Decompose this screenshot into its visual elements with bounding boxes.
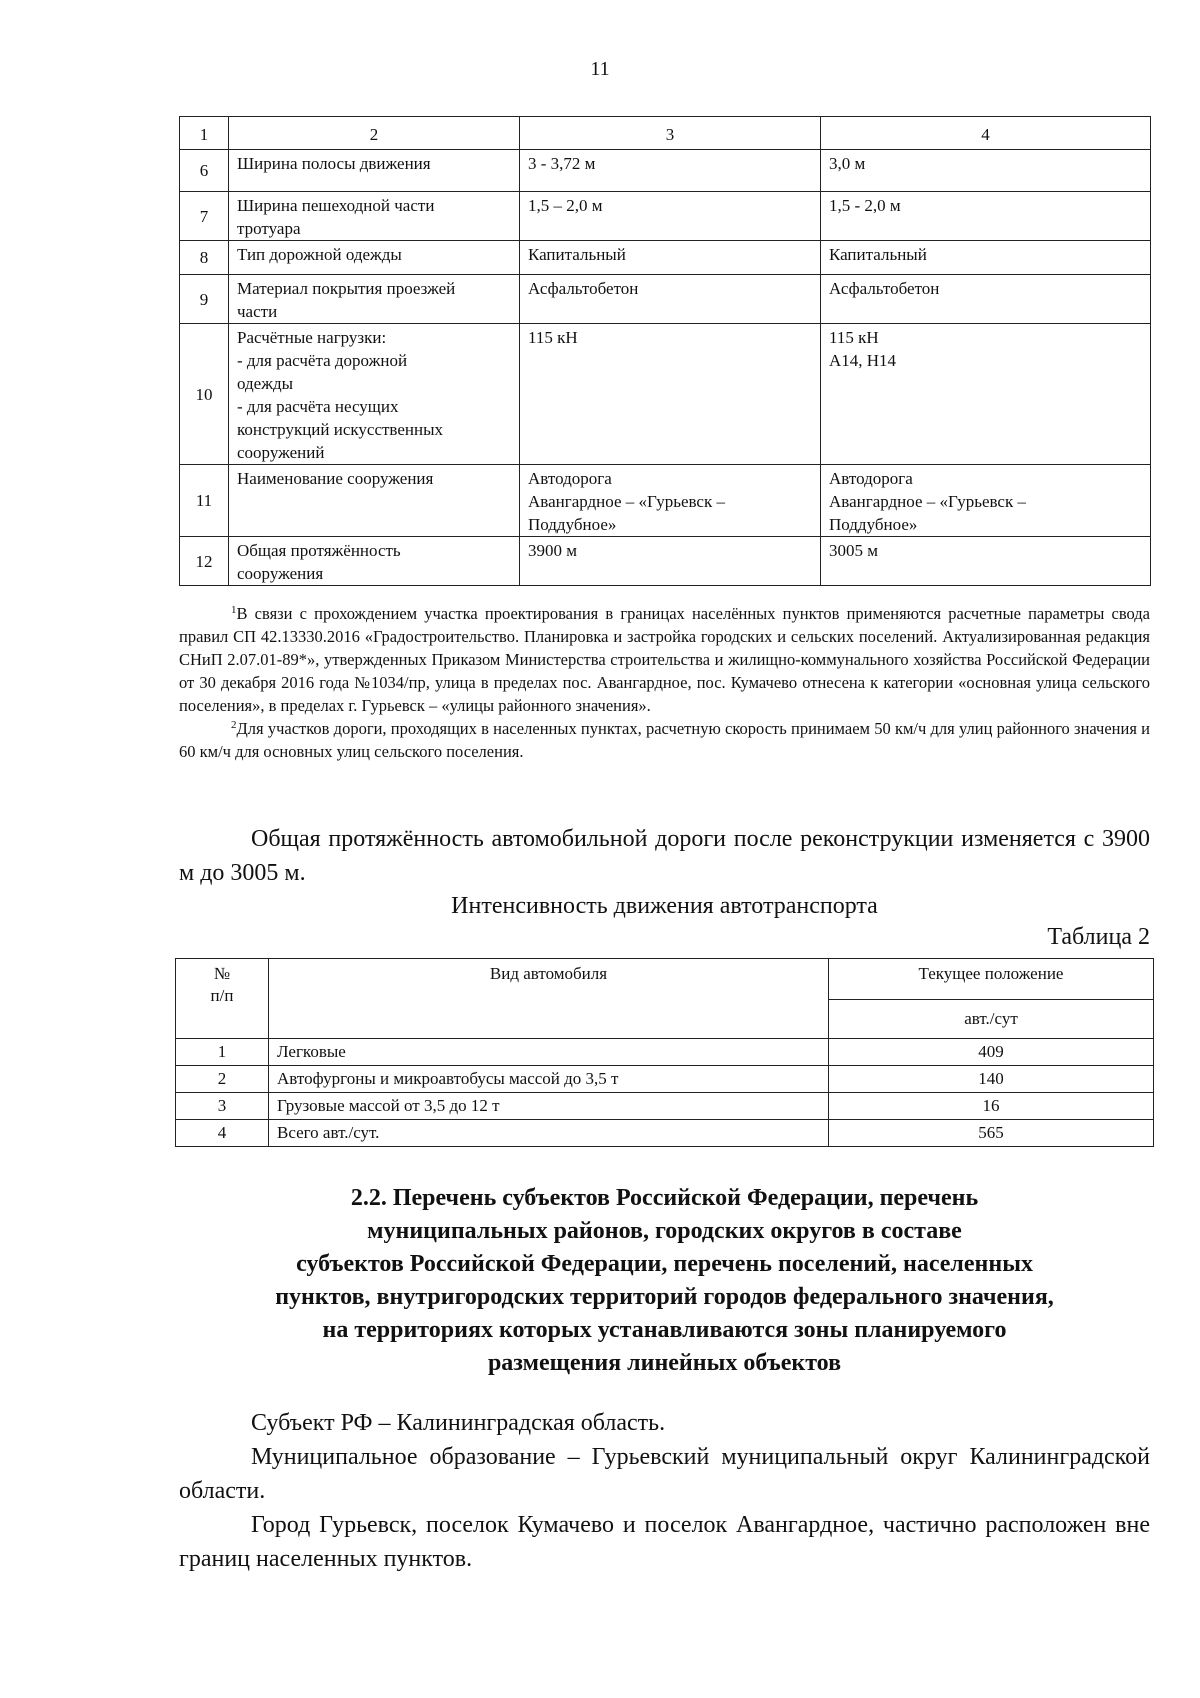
header-cell: авт./сут — [829, 1000, 1154, 1039]
table-row — [176, 1039, 1154, 1066]
table-row — [180, 537, 1151, 586]
value-cell: 3900 м — [520, 537, 821, 586]
road-parameters-table — [179, 116, 1151, 586]
parameter-cell: Наименование сооружения — [229, 465, 520, 537]
table-row — [180, 465, 1151, 537]
paragraph: Субъект РФ – Калининградская область. — [251, 1410, 666, 1436]
row-number: 11 — [180, 465, 229, 537]
vehicle-count: 565 — [829, 1120, 1154, 1147]
value-cell: Автодорога Авангардное – «Гурьевск – Поддубное» — [520, 465, 821, 537]
parameter-cell: Ширина полосы движения — [229, 150, 520, 192]
value-cell: 1,5 - 2,0 м — [821, 192, 1151, 241]
value-cell: Асфальтобетон — [821, 275, 1151, 324]
vehicle-count: 16 — [829, 1093, 1154, 1120]
table-header-row — [176, 959, 1154, 1000]
header-cell: 3 — [520, 117, 821, 150]
value-cell: Асфальтобетон — [520, 275, 821, 324]
row-number: 6 — [180, 150, 229, 192]
value-cell: Капитальный — [821, 241, 1151, 275]
header-cell: Текущее положение — [829, 959, 1154, 1000]
row-number: 12 — [180, 537, 229, 586]
vehicle-type: Легковые — [269, 1039, 829, 1066]
table-row — [180, 241, 1151, 275]
table-row — [180, 192, 1151, 241]
row-number: 3 — [176, 1093, 269, 1120]
footnote: $^1$В связи с прохождением участка проектирования в границах населённых пунктов применяются расчетные параметры свода правил СП 42.13330.2016 «Градостроительство. Планировка и застройка городских и сельских поселений. Актуализированная редакция СНиП 2.07.01-89*», утвержденных Приказом Министерства строительства и жилищно-коммунального хозяйства Российской Федерации от 30 декабря 2016 года №1034/пр, улица в пределах пос. Авангардное, пос. Кумачево отнесена к категории «основная улица сельского поселения», в пределах г. Гурьевск – «улицы районного значения». — [179, 604, 1150, 715]
vehicle-type: Грузовые массой от 3,5 до 12 т — [269, 1093, 829, 1120]
table-row — [176, 1093, 1154, 1120]
value-cell: 115 кН А14, Н14 — [821, 324, 1151, 465]
value-cell: 3 - 3,72 м — [520, 150, 821, 192]
header-cell: 1 — [180, 117, 229, 150]
territory-description — [179, 1406, 1150, 1576]
table-row — [176, 1066, 1154, 1093]
paragraph: Город Гурьевск, поселок Кумачево и поселок Авангардное, частично расположен вне границ населенных пунктов. — [179, 1512, 1150, 1572]
traffic-table-title: Интенсивность движения автотранспорта — [451, 893, 878, 919]
parameter-cell: Ширина пешеходной части тротуара — [229, 192, 520, 241]
paragraph: Муниципальное образование – Гурьевский муниципальный округ Калининградской области. — [179, 1444, 1150, 1504]
traffic-intensity-table — [175, 958, 1154, 1147]
header-cell: 4 — [821, 117, 1151, 150]
value-cell: Автодорога Авангардное – «Гурьевск – Поддубное» — [821, 465, 1151, 537]
vehicle-count: 140 — [829, 1066, 1154, 1093]
vehicle-type: Всего авт./сут. — [269, 1120, 829, 1147]
row-number: 10 — [180, 324, 229, 465]
vehicle-type: Автофургоны и микроавтобусы массой до 3,5 т — [269, 1066, 829, 1093]
row-number: 2 — [176, 1066, 269, 1093]
row-number: 4 — [176, 1120, 269, 1147]
parameter-cell: Общая протяжённость сооружения — [229, 537, 520, 586]
table-label: Таблица 2 — [1047, 924, 1150, 950]
table-row — [176, 1120, 1154, 1147]
value-cell: Капитальный — [520, 241, 821, 275]
row-number: 9 — [180, 275, 229, 324]
value-cell: 3,0 м — [821, 150, 1151, 192]
parameter-cell: Тип дорожной одежды — [229, 241, 520, 275]
table-row — [180, 150, 1151, 192]
page-number: 11 — [590, 58, 610, 80]
table-row — [180, 324, 1151, 465]
header-cell: Вид автомобиля — [269, 959, 829, 1039]
header-cell: № п/п — [176, 959, 269, 1039]
footnotes — [179, 602, 1150, 763]
length-summary: Общая протяжённость автомобильной дороги после реконструкции изменяется с 3900 м до 3005 м. — [179, 826, 1150, 886]
table-row — [180, 275, 1151, 324]
row-number: 1 — [176, 1039, 269, 1066]
header-cell: 2 — [229, 117, 520, 150]
value-cell: 1,5 – 2,0 м — [520, 192, 821, 241]
vehicle-count: 409 — [829, 1039, 1154, 1066]
parameter-cell: Материал покрытия проезжей части — [229, 275, 520, 324]
value-cell: 115 кН — [520, 324, 821, 465]
footnote: $^2$Для участков дороги, проходящих в населенных пунктах, расчетную скорость принимаем 50 км/ч для улиц районного значения и 60 км/ч для основных улиц сельского поселения. — [179, 719, 1150, 761]
parameter-cell: Расчётные нагрузки: - для расчёта дорожной одежды - для расчёта несущих конструкций искусственных сооружений — [229, 324, 520, 465]
row-number: 8 — [180, 241, 229, 275]
table-header-row — [180, 117, 1151, 150]
section-heading: 2.2. Перечень субъектов Российской Федерации, перечень муниципальных районов, городских округов в составе субъектов Российской Федерации, перечень поселений, населенных пунктов, внутригородских территорий городов федерального значения, на территориях которых устанавливаются зоны планируемого размещения линейных объектов — [275, 1185, 1054, 1376]
value-cell: 3005 м — [821, 537, 1151, 586]
row-number: 7 — [180, 192, 229, 241]
